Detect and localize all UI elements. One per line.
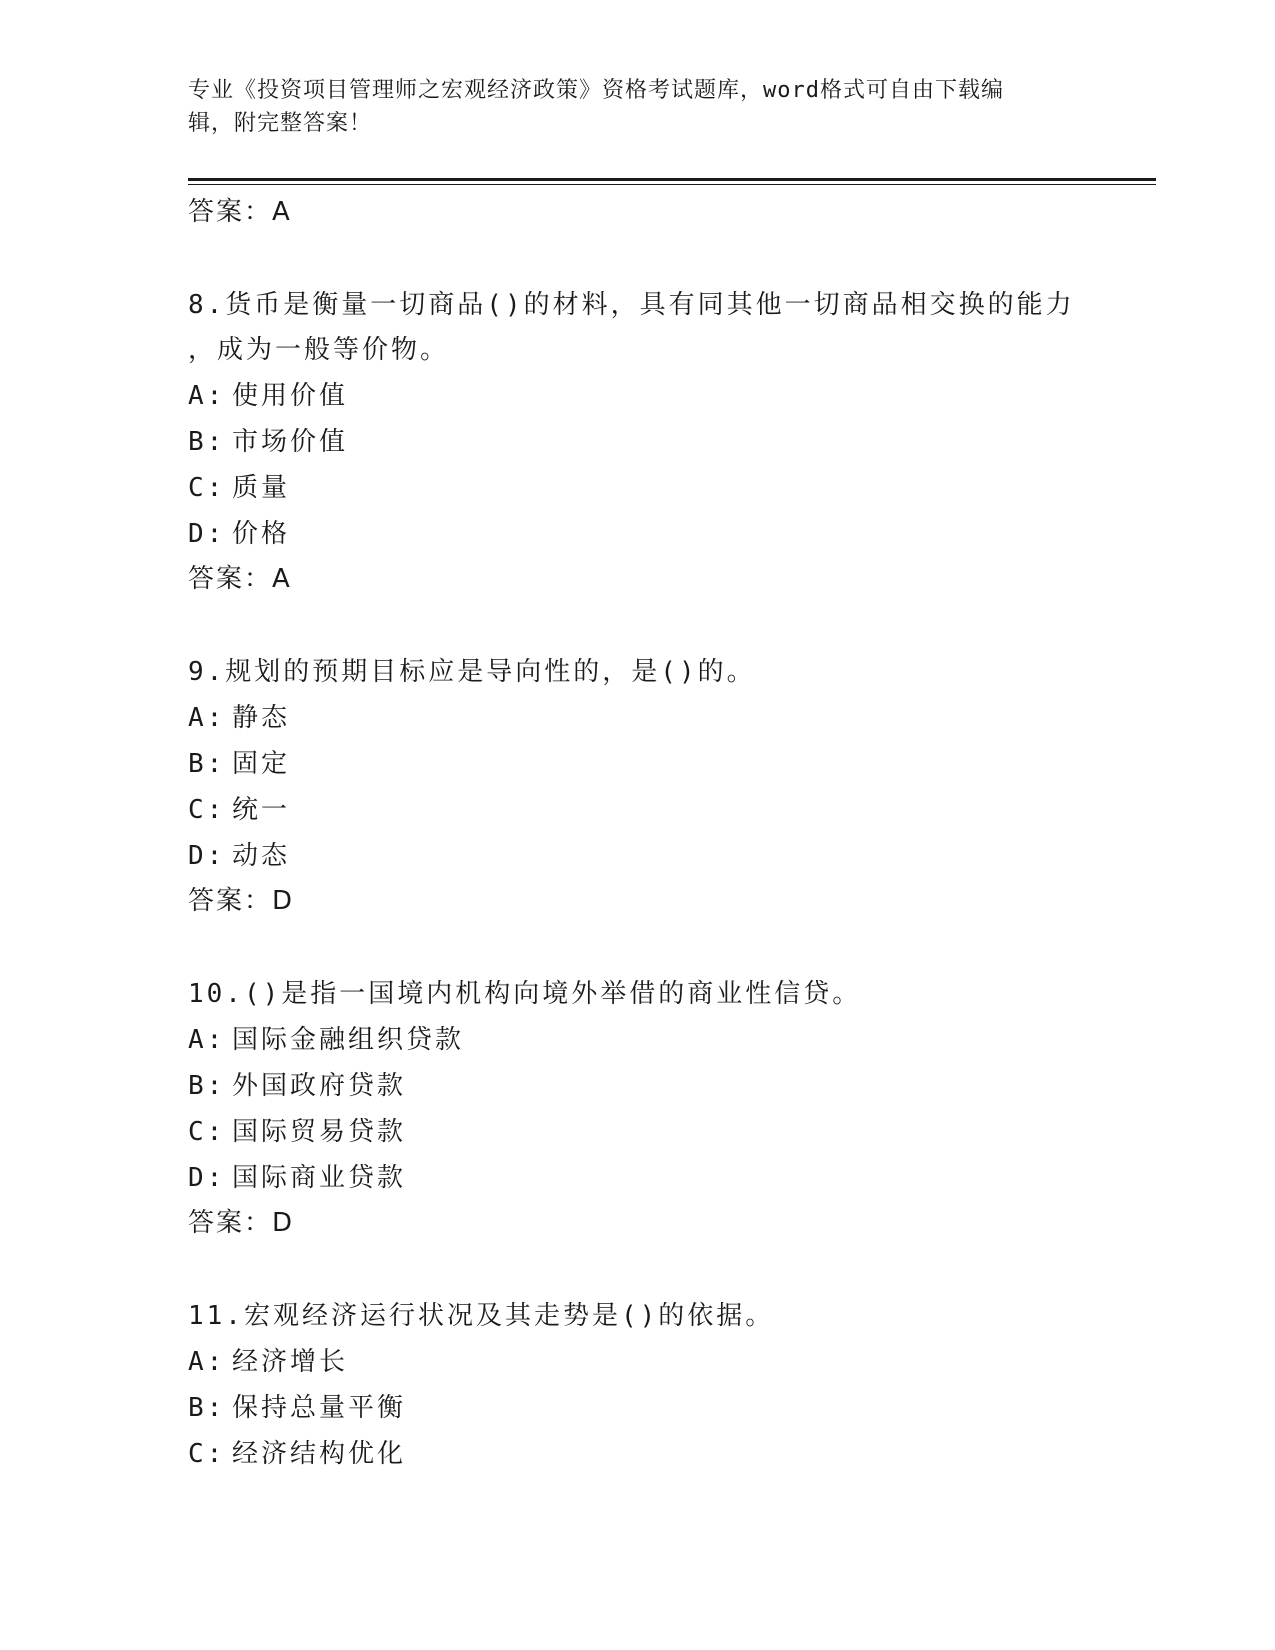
option-text: 国际金融组织贷款 bbox=[232, 1025, 465, 1055]
answer-label: 答案：D bbox=[188, 1208, 295, 1238]
option-text: 国际贸易贷款 bbox=[232, 1117, 407, 1147]
option-a bbox=[188, 695, 1088, 741]
question-stem bbox=[188, 650, 1088, 695]
option-text: 动态 bbox=[232, 841, 291, 871]
option-key: B: bbox=[188, 749, 226, 779]
option-text: 经济增长 bbox=[232, 1347, 349, 1377]
option-text: 经济结构优化 bbox=[232, 1439, 407, 1469]
option-d bbox=[188, 1155, 1088, 1201]
option-text: 统一 bbox=[232, 795, 291, 825]
option-d bbox=[188, 833, 1088, 879]
question-9 bbox=[188, 650, 1088, 924]
option-key: C: bbox=[188, 1439, 226, 1469]
option-text: 固定 bbox=[232, 749, 291, 779]
option-text: 价格 bbox=[232, 519, 291, 549]
option-key: C: bbox=[188, 795, 226, 825]
header-line-1: 专业《投资项目管理师之宏观经济政策》资格考试题库，word格式可自由下载编 bbox=[188, 78, 1004, 103]
option-b bbox=[188, 741, 1088, 787]
option-key: B: bbox=[188, 1393, 226, 1423]
option-a bbox=[188, 1339, 1088, 1385]
question-10 bbox=[188, 972, 1088, 1246]
option-b bbox=[188, 1385, 1088, 1431]
question-stem-line-1: 10.()是指一国境内机构向境外举借的商业性信贷。 bbox=[188, 979, 862, 1009]
question-stem bbox=[188, 1294, 1088, 1339]
option-key: A: bbox=[188, 381, 226, 411]
option-a bbox=[188, 373, 1088, 419]
option-key: D: bbox=[188, 519, 226, 549]
option-c bbox=[188, 1109, 1088, 1155]
option-text: 质量 bbox=[232, 473, 291, 503]
question-list bbox=[188, 190, 1088, 1477]
question-stem bbox=[188, 283, 1088, 373]
document-header bbox=[188, 74, 1088, 140]
question-stem-line-2: ，成为一般等价物。 bbox=[188, 335, 450, 365]
option-text: 市场价值 bbox=[232, 427, 349, 457]
question-8 bbox=[188, 283, 1088, 602]
option-text: 静态 bbox=[232, 703, 291, 733]
option-key: C: bbox=[188, 473, 226, 503]
option-b bbox=[188, 1063, 1088, 1109]
question-11 bbox=[188, 1294, 1088, 1477]
option-a bbox=[188, 1017, 1088, 1063]
option-text: 外国政府贷款 bbox=[232, 1071, 407, 1101]
spacer bbox=[188, 235, 1088, 283]
option-d bbox=[188, 511, 1088, 557]
question-stem-line-1: 11.宏观经济运行状况及其走势是()的依据。 bbox=[188, 1301, 775, 1331]
option-text: 保持总量平衡 bbox=[232, 1393, 407, 1423]
question-stem-line-1: 8.货币是衡量一切商品()的材料，具有同其他一切商品相交换的能力 bbox=[188, 290, 1075, 320]
option-key: D: bbox=[188, 841, 226, 871]
option-key: B: bbox=[188, 427, 226, 457]
spacer bbox=[188, 1246, 1088, 1294]
option-key: A: bbox=[188, 1347, 226, 1377]
answer-label: 答案：D bbox=[188, 886, 295, 916]
header-rule-thin bbox=[188, 184, 1156, 185]
header-line-2: 辑，附完整答案！ bbox=[188, 111, 373, 136]
option-text: 国际商业贷款 bbox=[232, 1163, 407, 1193]
option-key: B: bbox=[188, 1071, 226, 1101]
option-c bbox=[188, 465, 1088, 511]
header-rule-thick bbox=[188, 178, 1156, 181]
option-c bbox=[188, 787, 1088, 833]
answer-label: 答案：A bbox=[188, 564, 292, 594]
option-text: 使用价值 bbox=[232, 381, 349, 411]
option-c bbox=[188, 1431, 1088, 1477]
option-key: C: bbox=[188, 1117, 226, 1147]
question-stem-line-1: 9.规划的预期目标应是导向性的，是()的。 bbox=[188, 657, 756, 687]
answer-previous-question: 答案：A bbox=[188, 197, 292, 227]
spacer bbox=[188, 924, 1088, 972]
option-key: D: bbox=[188, 1163, 226, 1193]
option-key: A: bbox=[188, 703, 226, 733]
spacer bbox=[188, 602, 1088, 650]
option-b bbox=[188, 419, 1088, 465]
question-stem bbox=[188, 972, 1088, 1017]
option-key: A: bbox=[188, 1025, 226, 1055]
